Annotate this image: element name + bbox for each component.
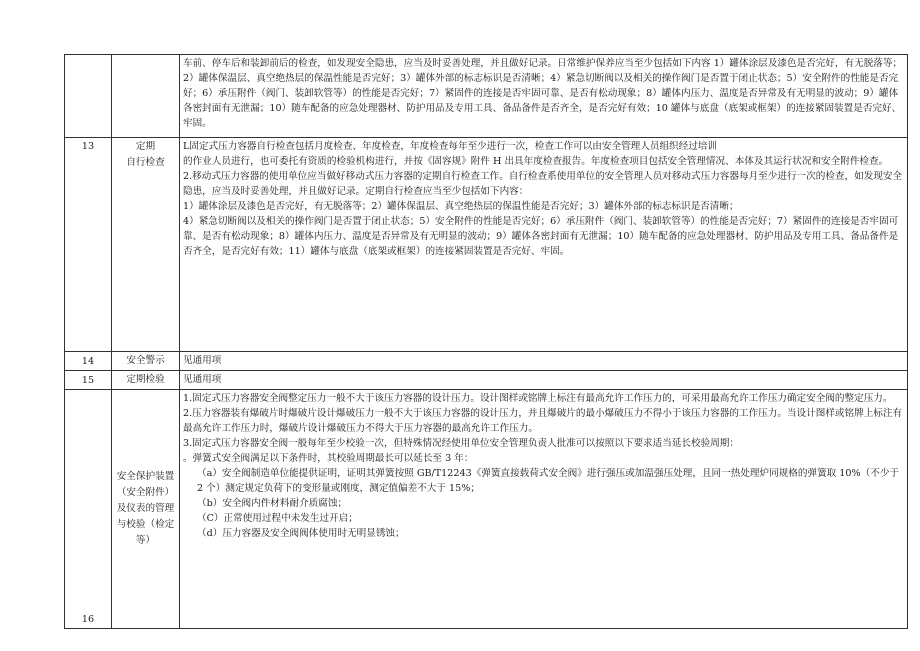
table-row — [65, 371, 908, 390]
row-content — [180, 371, 908, 390]
document-table — [64, 54, 908, 629]
content-paragraph: 见通用项 — [183, 374, 222, 385]
row-number: 15 — [65, 371, 112, 390]
row-content — [180, 55, 908, 138]
content-sub-item: （a）安全阀制造单位能提供证明，证明其弹簧按照 GB/T12243《弹簧直接载荷式安全阀》进行强压或加温强压处理，且同一热处理炉同规格的弹簧取 10%（不少于 2 个）测定规定负荷下的变形量或刚度，测定值偏差不大于 15%； — [197, 468, 900, 494]
content-paragraph: 2.移动式压力容器的使用单位应当做好移动式压力容器的定期自行检查工作。自行检查系使用单位的安全管理人员对移动式压力容器每月至少进行一次的检查，如发现安全隐患，应当及时妥善处理，并且做好记录。定期自行检查应当至少包括如下内容： — [183, 171, 903, 197]
row-content — [180, 390, 908, 629]
table-row — [65, 352, 908, 371]
content-paragraph: 1）罐体涂层及漆色是否完好，有无脱落等；2）罐体保温层、真空绝热层的保温性能是否完好；3）罐体外部的标志标识是否清晰； — [183, 201, 739, 212]
row-item — [112, 55, 180, 138]
table-row — [65, 390, 908, 629]
row-content — [180, 352, 908, 371]
content-paragraph: 见通用项 — [183, 355, 222, 366]
row-item — [112, 138, 180, 352]
table-row — [65, 55, 908, 138]
row-item-label: 定期 自行检查 — [126, 141, 165, 168]
row-content — [180, 138, 908, 352]
row-item: 安全保护装置（安全附件）及仪表的管理与校验（检定等） — [112, 390, 180, 629]
content-sub-item: （b）安全阀内件材料耐介质腐蚀； — [197, 498, 348, 509]
content-paragraph: 2.压力容器装有爆破片时爆破片设计爆破压力一般不大于该压力容器的设计压力，并且爆破片的最小爆破压力不得小于该压力容器的工作压力。当设计图样或铭牌上标注有最高允许工作压力时，爆破片设计爆破压力不得大于压力容器的最高允许工作压力。 — [183, 408, 903, 434]
row-item: 安全警示 — [112, 352, 180, 371]
content-paragraph: 。弹簧式安全阀满足以下条件时，其校验周期最长可以延长至 3 年： — [183, 453, 474, 464]
content-paragraph: L固定式压力容器自行检查包括月度检查、年度检查，年度检查每年至少进行一次，检查工作可以由安全管理人员组织经过培训 — [183, 141, 718, 152]
row-number: 16 — [65, 390, 112, 629]
table-row — [65, 138, 908, 352]
content-paragraph: 4）紧急切断阀以及相关的操作阀门是否置于闭止状态；5）安全附件的性能是否完好；6）承压附件（阀门、装卸软管等）的性能是否完好；7）紧固件的连接是否牢固可靠、是否有松动现象；8）罐体内压力、温度是否异常及有无明显的波动；9）罐体各密封面有无泄漏；10）随车配备的应急处理器材、防护用品及专用工具、备品备件是否齐全，是否完好有效；11）罐体与底盘（底架或框架）的连接紧固装置是否完好、牢固。 — [183, 216, 899, 257]
row-number: 13 — [65, 138, 112, 352]
content-paragraph: 1.固定式压力容器安全阀整定压力一般不大于该压力容器的设计压力。设计图样或铭牌上标注有最高允许工作压力的，可采用最高允许工作压力确定安全阀的整定压力。 — [183, 393, 893, 404]
row-item: 定期检验 — [112, 371, 180, 390]
row-number — [65, 55, 112, 138]
content-sub-item: （C）正常使用过程中未发生过开启； — [197, 513, 358, 524]
content-paragraph: 3.固定式压力容器安全阀一般每年至少校验一次，但特殊情况经使用单位安全管理负责人批准可以按照以下要求适当延长校验周期： — [183, 438, 739, 449]
content-paragraph: 车前、停车后和装卸前后的检查，如发现安全隐患，应当及时妥善处理，并且做好记录。日常维护保养应当至少包括如下内容 1）罐体涂层及漆色是否完好，有无脱落等；2）罐体保温层、真空绝热层的保温性能是否完好；3）罐体外部的标志标识是否清晰；4）紧急切断阀以及相关的操作阀门是否置于闭止状态；5）安全附件的性能是否完好；6）承压附件（阀门、装卸软管等）的性能是否完好；7）紧固件的连接是否牢固可靠、是否有松动现象；8）罐体内压力、温度是否异常及有无明显的波动；9）罐体各密封面有无泄漏；10）随车配备的应急处理器材、防护用品及专用工具、备品备件是否齐全，是否完好有效；10 罐体与底盘（底架或框架）的连接紧固装置是否完好、牢固。 — [183, 58, 903, 129]
content-paragraph: 的作业人员进行，也可委托有资质的检验机构进行，并按《固容规》附件 H 出具年度检查报告。年度检查项目包括安全管理情况、本体及其运行状况和安全附件检查。 — [183, 156, 889, 167]
row-number: 14 — [65, 352, 112, 371]
content-sub-item: （d）压力容器及安全阀阀体使用时无明显锈蚀； — [197, 528, 405, 539]
